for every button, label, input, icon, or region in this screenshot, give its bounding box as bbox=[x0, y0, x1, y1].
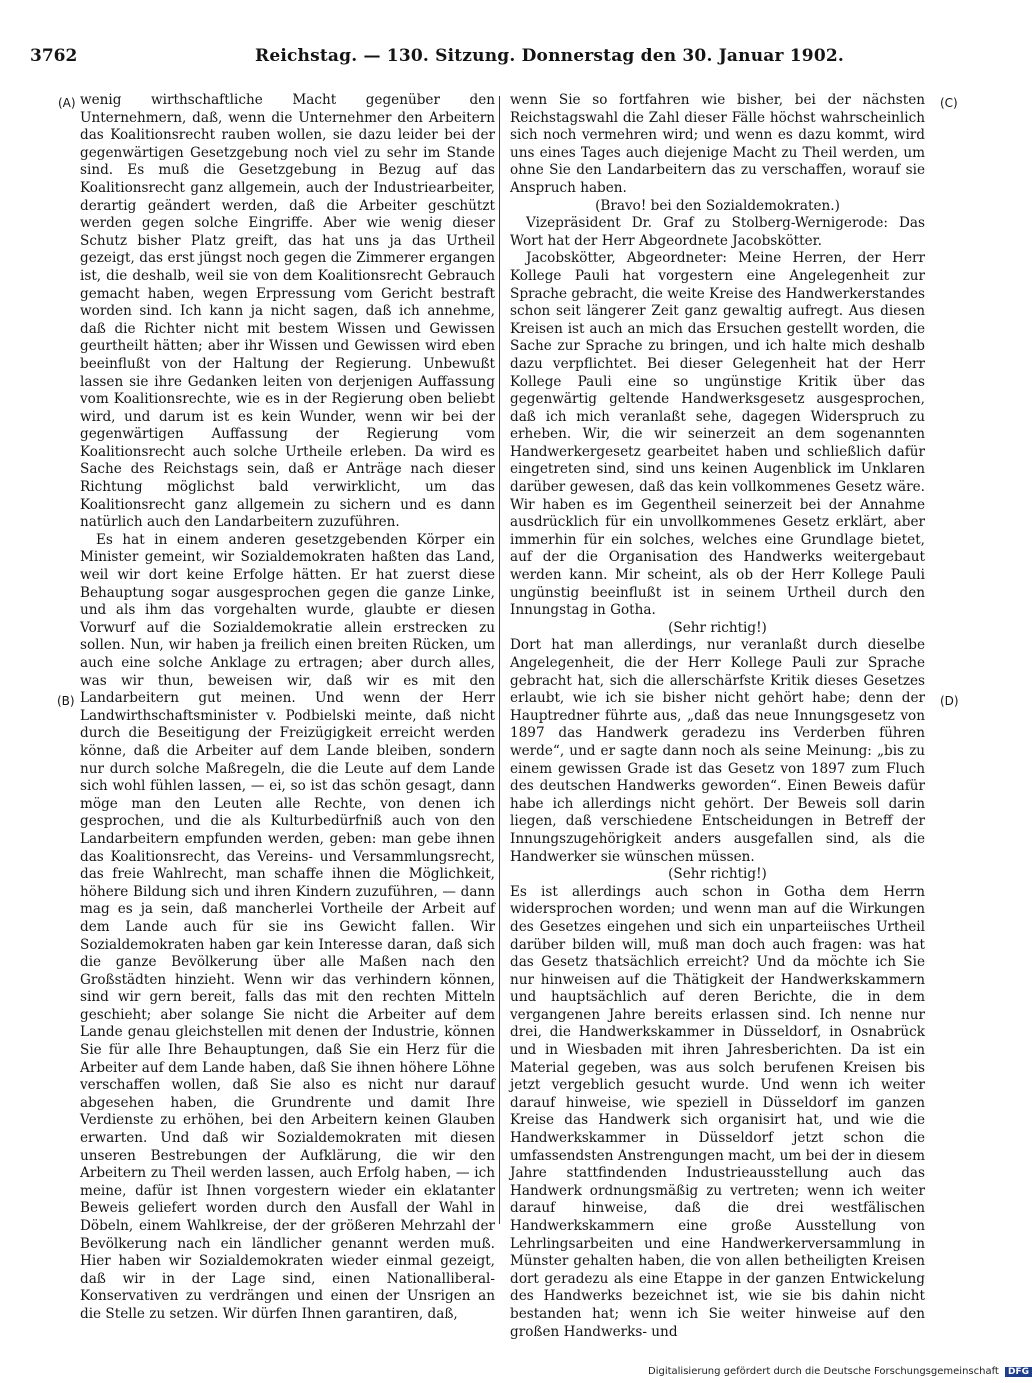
page-number: 3762 bbox=[30, 46, 78, 66]
interjection: (Bravo! bei den Sozialdemokraten.) bbox=[595, 197, 840, 214]
right-column bbox=[510, 92, 925, 1341]
interjection: (Sehr richtig!) bbox=[668, 619, 767, 636]
speaker-paragraph: Jacobskötter, Abgeordneter: Meine Herren, der Herr Kollege Pauli hat vorgestern eine Angelegenheit zur Sprache gebracht, die weite Kreise des Handwerkerstandes schon seit längerer Zeit ganz gewaltig aufregt. Aus diesen Kreisen ist auch an mich das Ersuchen gestellt worden, die Sache zur Sprache zu bringen, und ich halte mich deshalb dazu verpflichtet. Bei dieser Gelegenheit hat der Herr Kollege Pauli eine so ungünstige Kritik über das gegenwärtig geltende Handwerksgesetz ausgesprochen, daß ich mich veranlaßt sehe, dagegen Widerspruch zu erheben. Wir, die wir seinerzeit an dem sogenannten Handwerkergesetz gearbeitet haben und schließlich dafür eingetreten sind, sind uns keinen Augenblick im Unklaren darüber gewesen, daß das kein vollkommenes Gesetz wäre. Wir haben es im Gegentheil seinerzeit bei der Annahme ausdrücklich für ein unvollkommenes Gesetz erklärt, aber immerhin für ein solches, welches eine Grundlage bietet, auf der die Organisation des Handwerks weitergebaut werden kann. Mir scheint, als ob der Herr Kollege Pauli ungünstig beeinflußt ist in seinem Urtheil durch den Innungstag in Gotha. bbox=[510, 250, 925, 619]
footer-credit: Digitalisierung gefördert durch die Deutsche Forschungsgemeinschaft bbox=[648, 1366, 999, 1377]
paragraph: Es hat in einem anderen gesetzgebenden Körper ein Minister gemeint, wir Sozialdemokraten haßten das Land, weil wir dort keine Erfolge hätten. Er hat zuerst diese Behauptung sogar ausgesprochen gegen die ganze Linke, und als ihm das vorgehalten wurde, glaubte er diesen Vorwurf auf die Sozialdemokratie allein erstrecken zu sollen. Nun, wir haben ja freilich einen breiten Rücken, um auch eine solche Anklage zu ertragen; aber durch alles, was wir thun, beweisen wir, daß wir es mit den Landarbeitern gut meinen. Und wenn der Herr Landwirthschaftsminister v. Podbielski meinte, daß nicht durch die Beseitigung der Freizügigkeit erreicht werden könne, daß die Arbeiter auf dem Lande bleiben, sondern nur durch solche Maßregeln, die die Leute auf dem Lande sich wohl fühlen lassen, — ei, so ist das schön gesagt, dann möge man den Leuten alle Rechte, von denen ich gesprochen, und die als Kulturbedürfniß auch von den Landarbeitern empfunden werden, geben: man gebe ihnen das Koalitionsrecht, das Vereins- und Versammlungsrecht, das freie Wahlrecht, man schaffe ihnen die Möglichkeit, höhere Bildung sich und ihren Kindern zuzuführen, — dann mag es ja sein, daß mancherlei Vortheile der Arbeit auf dem Lande auch für sie ins Gewicht fallen. Wir Sozialdemokraten haben gar kein Interesse daran, daß sich die ganze Bevölkerung über alle Maßen nach den Großstädten hinzieht. Wenn wir das verhindern können, sind wir gern bereit, falls das mit den rechten Mitteln geschieht; aber solange Sie nicht die Arbeiter auf dem Lande genau gleichstellen mit denen der Industrie, können Sie für alle Ihre Behauptungen, daß Sie ein Herz für die Arbeiter auf dem Lande haben, daß Sie ihnen höhere Löhne verschaffen wollen, daß Sie also es nicht nur darauf abgesehen haben, die Grundrente und damit Ihre Verdienste zu erhöhen, bei den Arbeitern keinen Glauben erwarten. Und daß wir Sozialdemokraten mit diesen unseren Bestrebungen der Aufklärung, die wir den Arbeitern zu Theil werden lassen, auch Erfolg haben, — ich meine, dafür ist Ihnen vorgestern wieder ein eklatanter Beweis geliefert worden durch den Ausfall der Wahl in Döbeln, einem Wahlkreise, der der größeren Mehrzahl der Bevölkerung nach ein ländlicher genannt werden muß. Hier haben wir Sozialdemokraten wieder einmal gezeigt, daß wir in der Lage sind, einen Nationalliberal-Konservativen zu verdrängen und einen der Unsrigen an die Stelle zu setzen. Wir dürfen Ihnen garantiren, daß, bbox=[80, 531, 495, 1322]
margin-marker-d: (D) bbox=[940, 694, 959, 708]
paragraph: Es ist allerdings auch schon in Gotha dem Herrn widersprochen worden; und wenn man auf die Wirkungen des Gesetzes eingehen und sich ein unparteiisches Urtheil darüber bilden will, muß man doch auch fragen: was hat das Gesetz thatsächlich erreicht? Und da möchte ich Sie nur hinweisen auf die Thätigkeit der Handwerkskammern und hauptsächlich auf deren Berichte, die in dem vergangenen Jahre bereits erlassen sind. Ich nenne nur drei, die Handwerkskammer in Düsseldorf, in Osnabrück und in Wiesbaden mit ihren Jahresberichten. Da ist ein Material gegeben, was aus solch berufenen Kreisen bis jetzt vergeblich gesucht wurde. Und wenn ich weiter darauf hinweise, wie speziell in Düsseldorf im ganzen Kreise das Handwerk sich organisirt hat, und wie die Handwerkskammer in Düsseldorf jetzt schon die umfassendsten Anstrengungen macht, um bei der in diesem Jahre stattfindenden Industrieausstellung auch das Handwerk ordnungsmäßig zu vertreten; wenn ich weiter darauf hinweise, daß die drei westfälischen Handwerkskammern eine große Ausstellung von Lehrlingsarbeiten und eine Handwerkerversammlung in Münster gehalten haben, die von allen betheiligten Kreisen dort geradezu als eine Etappe in der ganzen Entwickelung des Handwerks bezeichnet ist, wie sie bis dahin nicht bestanden hat; wenn ich Sie weiter hinweise auf den großen Handwerks- und bbox=[510, 883, 925, 1340]
paragraph: wenig wirthschaftliche Macht gegenüber den Unternehmern, daß, wenn die Unternehmer den Arbeitern das Koalitionsrecht rauben wollen, sie dazu leider bei der gegenwärtigen Gesetzgebung noch viel zu sehr im Stande sind. Es muß die Gesetzgebung in Bezug auf das Koalitionsrecht ganz allgemein, auch der Industriearbeiter, derartig geändert werden, daß die Arbeiter geschützt werden gegen solche Eingriffe. Aber wie wenig dieser Schutz bisher Platz greift, das hat uns ja das Urtheil gezeigt, das erst jüngst noch gegen die Zimmerer ergangen ist, die deshalb, weil sie von dem Koalitionsrecht Gebrauch gemacht haben, wegen Erpressung vom Gericht bestraft worden sind. Ich kann ja nicht sagen, daß ich annehme, daß die Richter nicht mit bestem Wissen und Gewissen geurtheilt hätten; aber ihr Wissen und Gewissen wird eben beeinflußt von der Haltung der Regierung. Unbewußt lassen sie ihre Gedanken leiten von derjenigen Auffassung vom Koalitionsrechte, wie es in der Regierung oben beliebt wird, und darum ist es kein Wunder, wenn wir bei der gegenwärtigen Auffassung der Regierung vom Koalitionsrecht auch solche Urtheile erleben. Da wird es Sache des Reichstags sein, daß er Anträge nach dieser Richtung möglichst bald verwirklicht, um das Koalitionsrecht ganz allgemein zu sichern und es dann natürlich auch den Landarbeitern zuzuführen. bbox=[80, 92, 495, 531]
paragraph: wenn Sie so fortfahren wie bisher, bei der nächsten Reichstagswahl die Zahl dieser Fälle höchst wahrscheinlich sich noch vermehren wird; und wenn es dazu kommt, wird uns eines Tages auch diejenige Macht zu Theil werden, um ohne Sie den Landarbeitern das zu verschaffen, worauf sie Anspruch haben. bbox=[510, 92, 925, 196]
running-head: Reichstag. — 130. Sitzung. Donnerstag den 30. Januar 1902. bbox=[255, 46, 844, 66]
left-column bbox=[80, 92, 495, 1324]
dfg-logo: DFG bbox=[1005, 1367, 1032, 1377]
column-divider bbox=[499, 96, 500, 1224]
margin-marker-c: (C) bbox=[940, 96, 958, 110]
paragraph: Dort hat man allerdings, nur veranlaßt durch dieselbe Angelegenheit, die der Herr Kollege Pauli zur Sprache gebracht hat, sich die allerschärfste Kritik dieses Gesetzes erlaubt, wie ich sie bisher nicht gehört habe; denn der Hauptredner führte aus, „daß das neue Innungsgesetz von 1897 das Handwerk geradezu ins Verderben führen werde“, und er sagte dann noch als seine Meinung: „bis zu einem gewissen Grade ist das Gesetz von 1897 zum Fluch des deutschen Handwerks geworden“. Einen Beweis dafür habe ich allerdings nicht gehört. Der Beweis soll darin liegen, daß verschiedene Entscheidungen in Betreff der Innungszugehörigkeit anders ausgefallen sind, als die Handwerker sie wünschen müssen. bbox=[510, 637, 925, 865]
margin-marker-a: (A) bbox=[58, 96, 76, 110]
interjection: (Sehr richtig!) bbox=[668, 866, 767, 883]
digitization-footer bbox=[648, 1366, 1030, 1381]
margin-marker-b: (B) bbox=[57, 694, 75, 708]
speaker-paragraph: Vizepräsident Dr. Graf zu Stolberg-Wernigerode: Das Wort hat der Herr Abgeordnete Jacobskötter. bbox=[510, 215, 925, 249]
